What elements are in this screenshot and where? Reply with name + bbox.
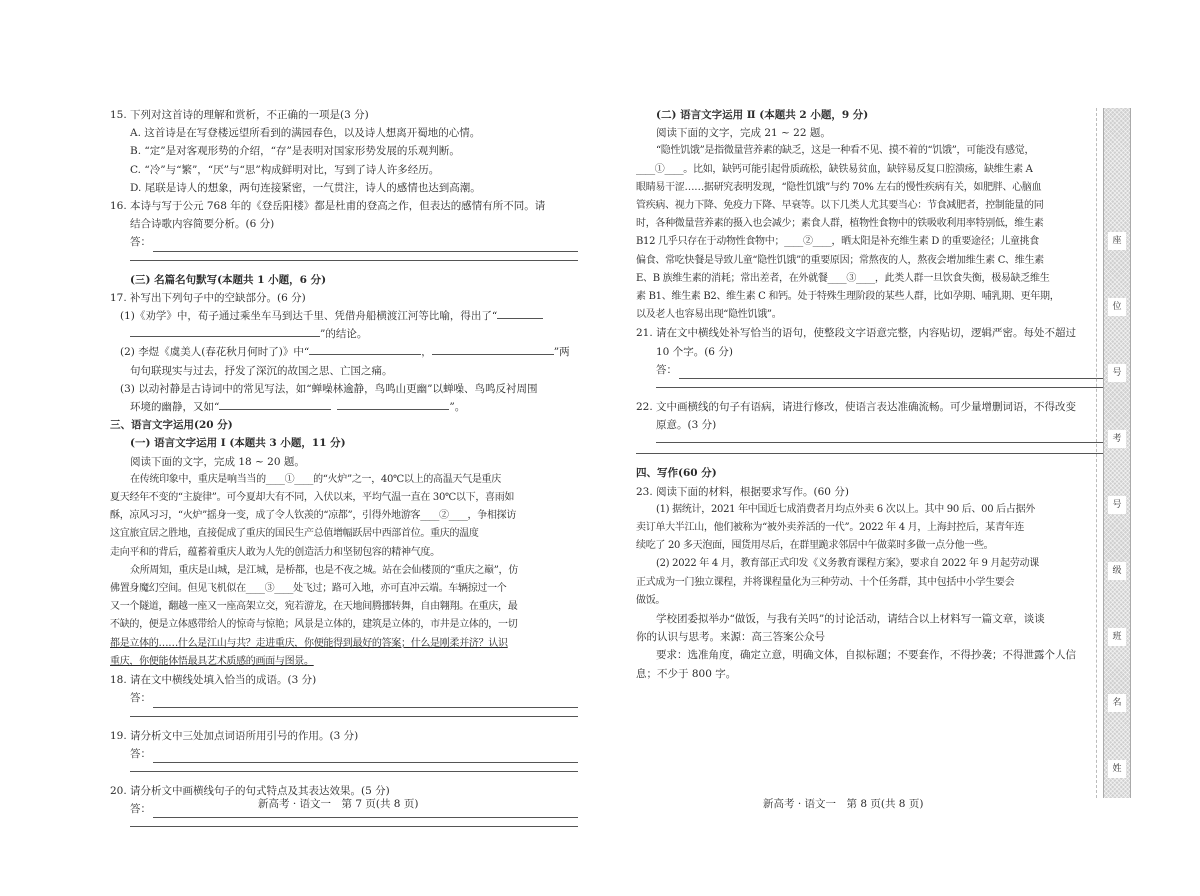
passage-1-line: 走向平和的背后，蕴蓄着重庆人敢为人先的创造活力和坚韧包容的精神气度。 xyxy=(110,546,440,558)
requirement-line: 息；不少于 800 字。 xyxy=(636,667,737,680)
q16-line1: 16. 本诗与写于公元 768 年的《登岳阳楼》都是杜甫的登高之作，但表达的感情有所不同。请 xyxy=(110,200,546,213)
q19-stem: 19. 请分析文中三处加点词语所用引号的作用。(3 分) xyxy=(110,729,359,742)
q17-blank-1b[interactable] xyxy=(130,336,320,337)
material-line: 做饭。 xyxy=(636,594,666,606)
q19-answer-line[interactable]: 答： xyxy=(110,745,578,763)
q17-p1: (1)《劝学》中，荀子通过乘坐车马到达千里、凭借舟船横渡江河等比喻，得出了“ xyxy=(110,307,578,325)
passage-2-line: 素 B1、维生素 B2、维生素 C 和钙。处于特殊生理阶段的某些人群，比如孕期、哺乳期、更年期， xyxy=(636,291,1060,303)
q17-p3: (3) 以动衬静是古诗词中的常见写法，如“蝉噪林逾静，鸟鸣山更幽”以蝉噪、鸟鸣反衬周围 xyxy=(120,382,538,395)
binding-label: 位 xyxy=(1108,298,1126,316)
passage-1-line: 不缺的，便是立体感带给人的惊奇与惊艳；风景是立体的，建筑是立体的，市井是立体的，一切 xyxy=(110,619,518,631)
passage-1-line: 众所周知，重庆是山城，是江城，是桥都，也是不夜之城。站在会仙楼顶的“重庆之巅”，仿 xyxy=(130,564,518,576)
q15-option-c: C. “冷”与“繁”，“厌”与“思”构成鲜明对比，写到了诗人许多经历。 xyxy=(130,163,440,176)
answer-label: 答： xyxy=(130,236,151,249)
q16-answer-line-2[interactable] xyxy=(130,260,578,261)
section3-sub2-heading: (二) 语言文字运用 Ⅱ (本题共 2 小题，9 分) xyxy=(656,109,869,121)
q22-answer-line[interactable] xyxy=(656,442,1104,443)
task-line: 学校团委拟举办“做饭，与我有关吗”的讨论活动，请结合以上材料写一篇文章，谈谈 xyxy=(656,613,1045,626)
requirement-line: 要求：选准角度，确定立意，明确文体，自拟标题；不要套作，不得抄袭；不得泄露个人信 xyxy=(656,649,1076,662)
binding-label: 座 xyxy=(1108,232,1126,250)
passage-2-line: B12 几乎只存在于动物性食物中；____②____，晒太阳是补充维生素 D 的重要途径；儿童挑食 xyxy=(636,236,1039,248)
passage-2-line: 偏食、常吃快餐是导致儿童“隐性饥饿”的重要原因；常熬夜的人，熬夜会增加维生素 C、维生素 xyxy=(636,254,1044,266)
q22-answer-line-2[interactable] xyxy=(636,453,1104,454)
passage-2-line: 管疾病、视力下降、免疫力下降、早衰等。以下几类人尤其要当心：节食减肥者，控制能量的同 xyxy=(636,200,1044,212)
binding-label: 号 xyxy=(1108,496,1126,514)
material-line: (2) 2022 年 4 月，教育部正式印发《义务教育课程方案》，要求自 2022 年 9 月起劳动课 xyxy=(656,558,1039,570)
binding-label: 级 xyxy=(1108,562,1126,580)
q16-answer-line[interactable] xyxy=(110,233,578,251)
q17-blank-2[interactable] xyxy=(309,354,421,355)
section3-sub1-heading: (一) 语言文字运用 Ⅰ (本题共 3 小题，11 分) xyxy=(130,437,346,450)
q15-option-a: A. 这首诗是在写登楼远望所看到的满园春色，以及诗人想离开蜀地的心情。 xyxy=(130,127,481,140)
q20-answer-line-2[interactable] xyxy=(130,826,578,827)
material-line: 续吃了 20 多天泡面，囤货用尽后，在群里跪求邻居中午做菜时多做一点分他一些。 xyxy=(636,540,994,552)
q21-stem: 21. 请在文中横线处补写恰当的语句，使整段文字语意完整，内容贴切，逻辑严密。每处不超过 xyxy=(636,327,1077,340)
q17-p2: (2) 李煜《虞美人(春花秋月何时了)》中“ ， ”两 xyxy=(120,346,570,359)
read-instruction-2: 阅读下面的文字，完成 21 ~ 22 题。 xyxy=(656,127,831,140)
q18-answer-line[interactable]: 答： xyxy=(110,689,578,707)
passage-2-line: “隐性饥饿”是指微量营养素的缺乏，这是一种看不见、摸不着的“饥饿”，可能没有感觉， xyxy=(656,145,1035,157)
q20-answer-line[interactable]: 答： xyxy=(110,800,578,818)
q20-stem: 20. 请分析文中画横线句子的句式特点及其表达效果。(5 分) xyxy=(110,784,390,797)
passage-1-line: 又一个隧道，翻越一座又一座高架立交，宛若游龙，在天地间腾挪转舞，自由翱翔。在重庆，最 xyxy=(110,601,518,613)
q17-blank-3[interactable] xyxy=(432,354,554,355)
q22-stem-cont: 原意。(3 分) xyxy=(656,419,717,432)
q15-option-d: D. 尾联是诗人的想象，两句连接紧密，一气贯注，诗人的感情也达到高潮。 xyxy=(130,181,481,194)
page-7-footer: 新高考 · 语文一 第 7 页(共 8 页) xyxy=(258,798,419,810)
q15-stem: 15. 下列对这首诗的理解和赏析，不正确的一项是(3 分) xyxy=(110,109,369,121)
binding-label: 考 xyxy=(1108,430,1126,448)
passage-2-line: 眼睛易干涩……据研究表明发现，“隐性饥饿”与约 70% 左右的慢性疾病有关，如肥胖、心脑血 xyxy=(636,181,1042,193)
task-line: 你的认识与思考。来源：高三答案公众号 xyxy=(636,631,825,644)
passage-1-line: 夏天经年不变的“主旋律”。可今夏却大有不同，入伏以来，平均气温一直在 30℃以下，喜雨如 xyxy=(110,492,515,504)
passage-2-line: E、B 族维生素的消耗；常出差者，在外就餐____③____，此类人群一旦饮食失衡，极易缺乏维生 xyxy=(636,272,1050,284)
passage-1 xyxy=(110,471,578,671)
passage-1-underlined-line: 都是立体的……什么是江山与共？走进重庆，你便能得到最好的答案；什么是刚柔并济？认识 xyxy=(110,637,508,649)
section3-heading: 三、语言文字运用(20 分) xyxy=(110,419,233,432)
binding-cut-line xyxy=(1096,108,1097,798)
read-instruction-1: 阅读下面的文字，完成 18 ~ 20 题。 xyxy=(130,455,305,468)
q21-answer-line[interactable]: 答： xyxy=(636,361,1104,379)
q18-answer-line-2[interactable] xyxy=(130,716,578,717)
passage-1-line: 在传统印象中，重庆是响当当的____①____的“火炉”之一，40℃以上的高温天气是重庆 xyxy=(130,473,501,485)
writing-material xyxy=(636,501,1104,610)
material-line: 正式成为一门独立课程，并将课程量化为三种劳动、十个任务群，其中包括中小学生要会 xyxy=(636,576,1015,588)
q17-p3-cont: 环境的幽静，又如“ ”。 xyxy=(130,401,466,414)
passage-1-line: 这宜旅宜居之胜地，直接促成了重庆的国民生产总值增幅跃居中西部首位。重庆的温度 xyxy=(110,528,479,540)
q23-stem: 23. 阅读下面的材料，根据要求写作。(60 分) xyxy=(636,485,849,498)
binding-label: 名 xyxy=(1108,694,1126,712)
q17-p1-cont: ”的结论。 xyxy=(110,325,578,343)
material-line: 卖订单大半江山，他们被称为“被外卖养活的一代”。2022 年 4 月，上海封控后，某青年连 xyxy=(636,522,1025,534)
passage-2-line: 以及老人也容易出现“隐性饥饿”。 xyxy=(636,309,782,321)
q17-stem: 17. 补写出下列句子中的空缺部分。(6 分) xyxy=(110,291,306,304)
passage-1-underlined-line: 重庆，你便能体悟最具艺术质感的画面与图景。 xyxy=(110,655,314,667)
passage-2-line: 时，各种微量营养素的摄入也会减少；素食人群，植物性食物中的铁吸收利用率特别低，维生素 xyxy=(636,218,1044,230)
q15-option-b: B. “定”是对客观形势的介绍，“存”是表明对国家形势发展的乐观判断。 xyxy=(130,145,460,158)
q21-answer-line-2[interactable] xyxy=(656,387,1104,388)
page-8-footer: 新高考 · 语文一 第 8 页(共 8 页) xyxy=(763,798,924,810)
q17-p2-cont: 句句联现实与过去，抒发了深沉的故国之思、亡国之痛。 xyxy=(130,364,393,377)
binding-strip xyxy=(1103,108,1131,798)
passage-2-line: ____①____。比如，缺钙可能引起骨质疏松，缺铁易贫血，缺锌易反复口腔溃疡，缺维生素 A xyxy=(636,163,1033,175)
section4-heading: 四、写作(60 分) xyxy=(636,467,717,480)
passage-1-line: 酥，凉风习习，“火炉”摇身一变，成了令人钦羡的“凉都”，引得外地游客____②____，争相探访 xyxy=(110,510,517,522)
q19-answer-line-2[interactable] xyxy=(130,771,578,772)
q18-stem: 18. 请在文中横线处填入恰当的成语。(3 分) xyxy=(110,674,317,687)
material-line: (1) 据统计，2021 年中国近七成消费者月均点外卖 6 次以上。其中 90 后、00 后占据外 xyxy=(656,503,1035,515)
left-page xyxy=(110,106,578,837)
passage-2 xyxy=(636,142,1104,324)
q16-line2: 结合诗歌内容简要分析。(6 分) xyxy=(130,218,275,231)
q21-stem-cont: 10 个字。(6 分) xyxy=(656,345,733,358)
section3-sub3-heading: (三) 名篇名句默写(本题共 1 小题，6 分) xyxy=(130,273,327,286)
q17-blank-4[interactable] xyxy=(219,409,331,410)
binding-label: 姓 xyxy=(1108,760,1126,778)
q17-blank-5[interactable] xyxy=(337,409,449,410)
right-page xyxy=(636,106,1104,683)
binding-label: 班 xyxy=(1108,628,1126,646)
q22-stem: 22. 文中画横线的句子有语病，请进行修改，使语言表达准确流畅。可少量增删词语，不得改变 xyxy=(636,401,1077,414)
passage-1-line: 佛置身魔幻空间。但见飞机似在____③____处飞过；路可入地，亦可直冲云端。车辆掠过一个 xyxy=(110,583,507,595)
q17-blank-1[interactable] xyxy=(497,318,543,319)
binding-label: 号 xyxy=(1108,364,1126,382)
